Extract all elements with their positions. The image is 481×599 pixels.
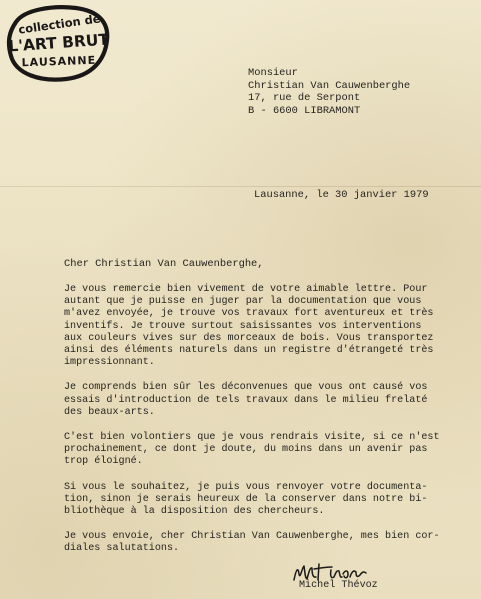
letter-salutation: Cher Christian Van Cauwenberghe, [64, 258, 264, 270]
text-line: inventifs. Je trouve surtout saisissantes vos interventions [64, 320, 422, 332]
text-line: autant que je puisse en juger par la documentation que vous [64, 296, 422, 308]
recipient-street: 17, rue de Serpont [248, 92, 361, 105]
recipient-name: Christian Van Cauwenberghe [248, 79, 411, 92]
text-line: aux couleurs vives sur des morceaux de bois. Vous transportez [64, 332, 434, 344]
text-line: Je comprends bien sûr les déconvenues que vous ont causé vos [64, 382, 428, 394]
paragraph [64, 382, 469, 419]
letter-body [64, 284, 469, 569]
text-line: prochainement, ce dont je doute, du moins dans un avenir pas [64, 444, 428, 456]
text-line: tion, sinon je serais heureux de la conserver dans notre bi- [64, 493, 428, 505]
text-line: bliothèque à la disposition des chercheurs. [64, 506, 325, 518]
paragraph [64, 284, 469, 369]
letterhead-stamp-icon [6, 4, 110, 82]
text-line: m'avez envoyée, je trouve vos travaux fort aventureux et très [64, 308, 434, 320]
text-line: diales salutations. [64, 543, 180, 555]
paragraph [64, 531, 469, 555]
letterhead-stamp-logo [6, 4, 110, 82]
recipient-title: Monsieur [248, 67, 298, 79]
text-line: Je vous remercie bien vivement de votre aimable lettre. Pour [64, 284, 428, 295]
signer-name: Michel Thévoz [299, 580, 378, 591]
text-line: C'est bien volontiers que je vous rendrais visite, si ce n'est [64, 432, 440, 444]
text-line: ainsi des éléments naturels dans un registre d'étrangeté très [64, 345, 434, 357]
text-line: essais d'introduction de tels travaux dans le milieu frelaté [64, 394, 428, 406]
paragraph [64, 482, 469, 519]
letter-date: Lausanne, le 30 janvier 1979 [254, 189, 429, 201]
letterhead-line3: LAUSANNE [21, 53, 97, 70]
text-line: des beaux-arts. [64, 406, 155, 418]
text-line: impressionnant. [64, 357, 155, 369]
recipient-city: B - 6600 LIBRAMONT [248, 104, 361, 117]
text-line: trop éloigné. [64, 456, 143, 468]
text-line: Je vous envoie, cher Christian Van Cauwenberghe, mes bien cor- [64, 531, 440, 543]
recipient-address [248, 67, 410, 117]
text-line: Si vous le souhaitez, je puis vous renvoyer votre documenta- [64, 481, 428, 493]
letterhead-line1: collection de [17, 11, 102, 37]
paragraph [64, 432, 469, 469]
paper-fold-line [0, 186, 481, 187]
letterhead-line2: L'ART BRUT [7, 30, 110, 56]
